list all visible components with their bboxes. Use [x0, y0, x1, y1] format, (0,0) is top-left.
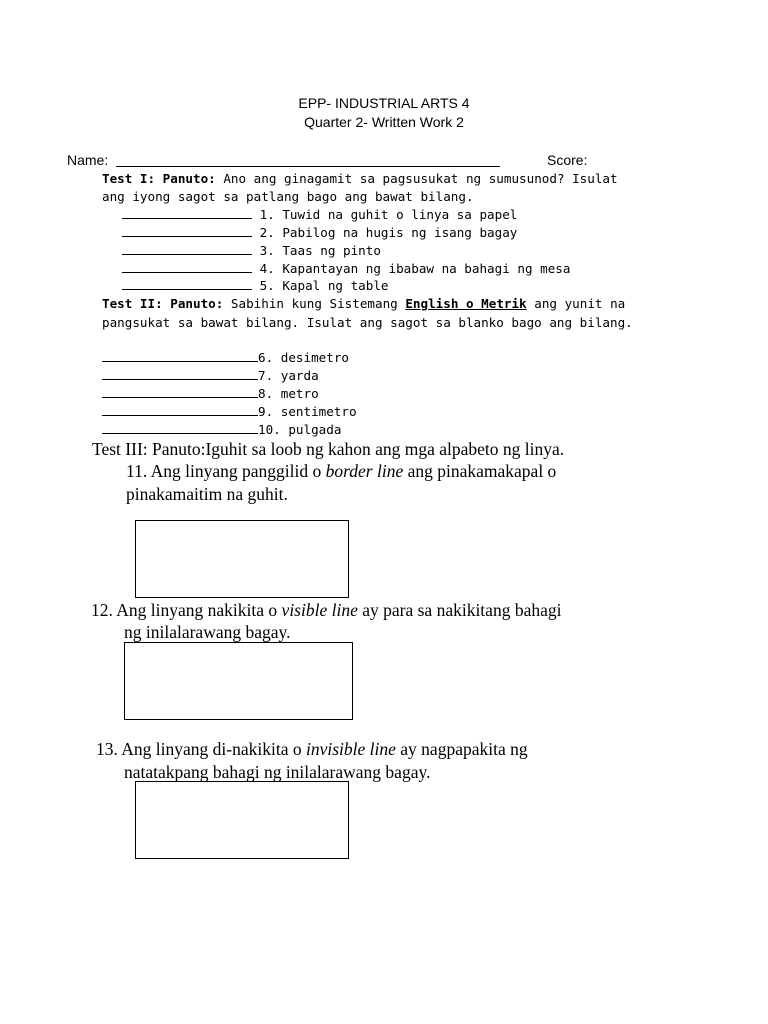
test2-instruction-pre: Sabihin kung Sistemang — [230, 296, 398, 311]
test2-instruction-line1 — [102, 296, 625, 311]
answer-blank[interactable] — [122, 278, 252, 290]
item-text: 4. Kapantayan ng ibabaw na bahagi ng mesa — [259, 261, 571, 276]
item-text: 7. yarda — [258, 368, 319, 383]
answer-blank[interactable] — [122, 225, 252, 237]
name-label: Name: — [67, 152, 109, 168]
q11-text-post: ang pinakamakapal o — [407, 461, 557, 481]
list-item — [122, 278, 389, 293]
q11-line1 — [126, 461, 556, 482]
answer-blank[interactable] — [122, 207, 252, 219]
q13-term: invisible line — [305, 739, 396, 759]
q12-line2: ng inilalarawang bagay. — [124, 622, 291, 642]
answer-blank[interactable] — [122, 261, 252, 273]
answer-blank[interactable] — [102, 404, 258, 416]
q12-drawing-box[interactable] — [124, 642, 353, 720]
score-label: Score: — [547, 152, 588, 168]
q12-text-pre: 12. Ang linyang nakikita o — [91, 600, 278, 620]
q13-text-pre: 13. Ang linyang di-nakikita o — [96, 739, 302, 759]
list-item — [122, 225, 517, 240]
q11-term: border line — [325, 461, 404, 481]
test3-heading: Test III: Panuto:Iguhit sa loob ng kahon ang mga alpabeto ng linya. — [92, 439, 565, 459]
test1-instruction-line1 — [102, 171, 618, 186]
test2-instruction-line2: pangsukat sa bawat bilang. Isulat ang sagot sa blanko bago ang bilang. — [102, 315, 633, 330]
test1-heading: Test I: Panuto: — [102, 171, 216, 186]
test1-instruction: Ano ang ginagamit sa pagsusukat ng sumusunod? Isulat — [223, 171, 618, 186]
q12-line1 — [91, 600, 561, 621]
q11-drawing-box[interactable] — [135, 520, 349, 598]
q12-term: visible line — [281, 600, 358, 620]
answer-blank[interactable] — [102, 368, 258, 380]
test2-instruction-post: ang yunit na — [534, 296, 626, 311]
answer-blank[interactable] — [102, 422, 258, 434]
item-text: 1. Tuwid na guhit o linya sa papel — [259, 207, 518, 222]
test2-emphasis: English o Metrik — [405, 296, 527, 311]
list-item — [102, 350, 349, 365]
q13-drawing-box[interactable] — [135, 781, 349, 859]
item-text: 5. Kapal ng table — [259, 278, 389, 293]
q11-text-pre: 11. Ang linyang panggilid o — [126, 461, 322, 481]
item-text: 8. metro — [258, 386, 319, 401]
list-item — [102, 386, 319, 401]
answer-blank[interactable] — [102, 386, 258, 398]
item-text: 10. pulgada — [258, 422, 342, 437]
item-text: 9. sentimetro — [258, 404, 357, 419]
worksheet-title: EPP- INDUSTRIAL ARTS 4 — [298, 95, 470, 111]
test2-heading: Test II: Panuto: — [102, 296, 224, 311]
q13-text-post: ay nagpapakita ng — [400, 739, 528, 759]
item-text: 2. Pabilog na hugis ng isang bagay — [259, 225, 518, 240]
list-item — [122, 207, 517, 222]
list-item — [102, 422, 341, 437]
q13-line2: natatakpang bahagi ng inilalarawang bagay. — [124, 762, 431, 782]
list-item — [122, 261, 570, 276]
test1-instruction-line2: ang iyong sagot sa patlang bago ang bawat bilang. — [102, 189, 474, 204]
list-item — [122, 243, 381, 258]
q11-line2: pinakamaitim na guhit. — [126, 484, 288, 504]
name-field[interactable] — [116, 166, 500, 167]
list-item — [102, 368, 319, 383]
worksheet-subtitle: Quarter 2- Written Work 2 — [304, 114, 464, 130]
q12-text-post: ay para sa nakikitang bahagi — [362, 600, 562, 620]
answer-blank[interactable] — [122, 243, 252, 255]
item-text: 6. desimetro — [258, 350, 349, 365]
item-text: 3. Taas ng pinto — [259, 243, 381, 258]
answer-blank[interactable] — [102, 350, 258, 362]
list-item — [102, 404, 357, 419]
q13-line1 — [96, 739, 528, 760]
